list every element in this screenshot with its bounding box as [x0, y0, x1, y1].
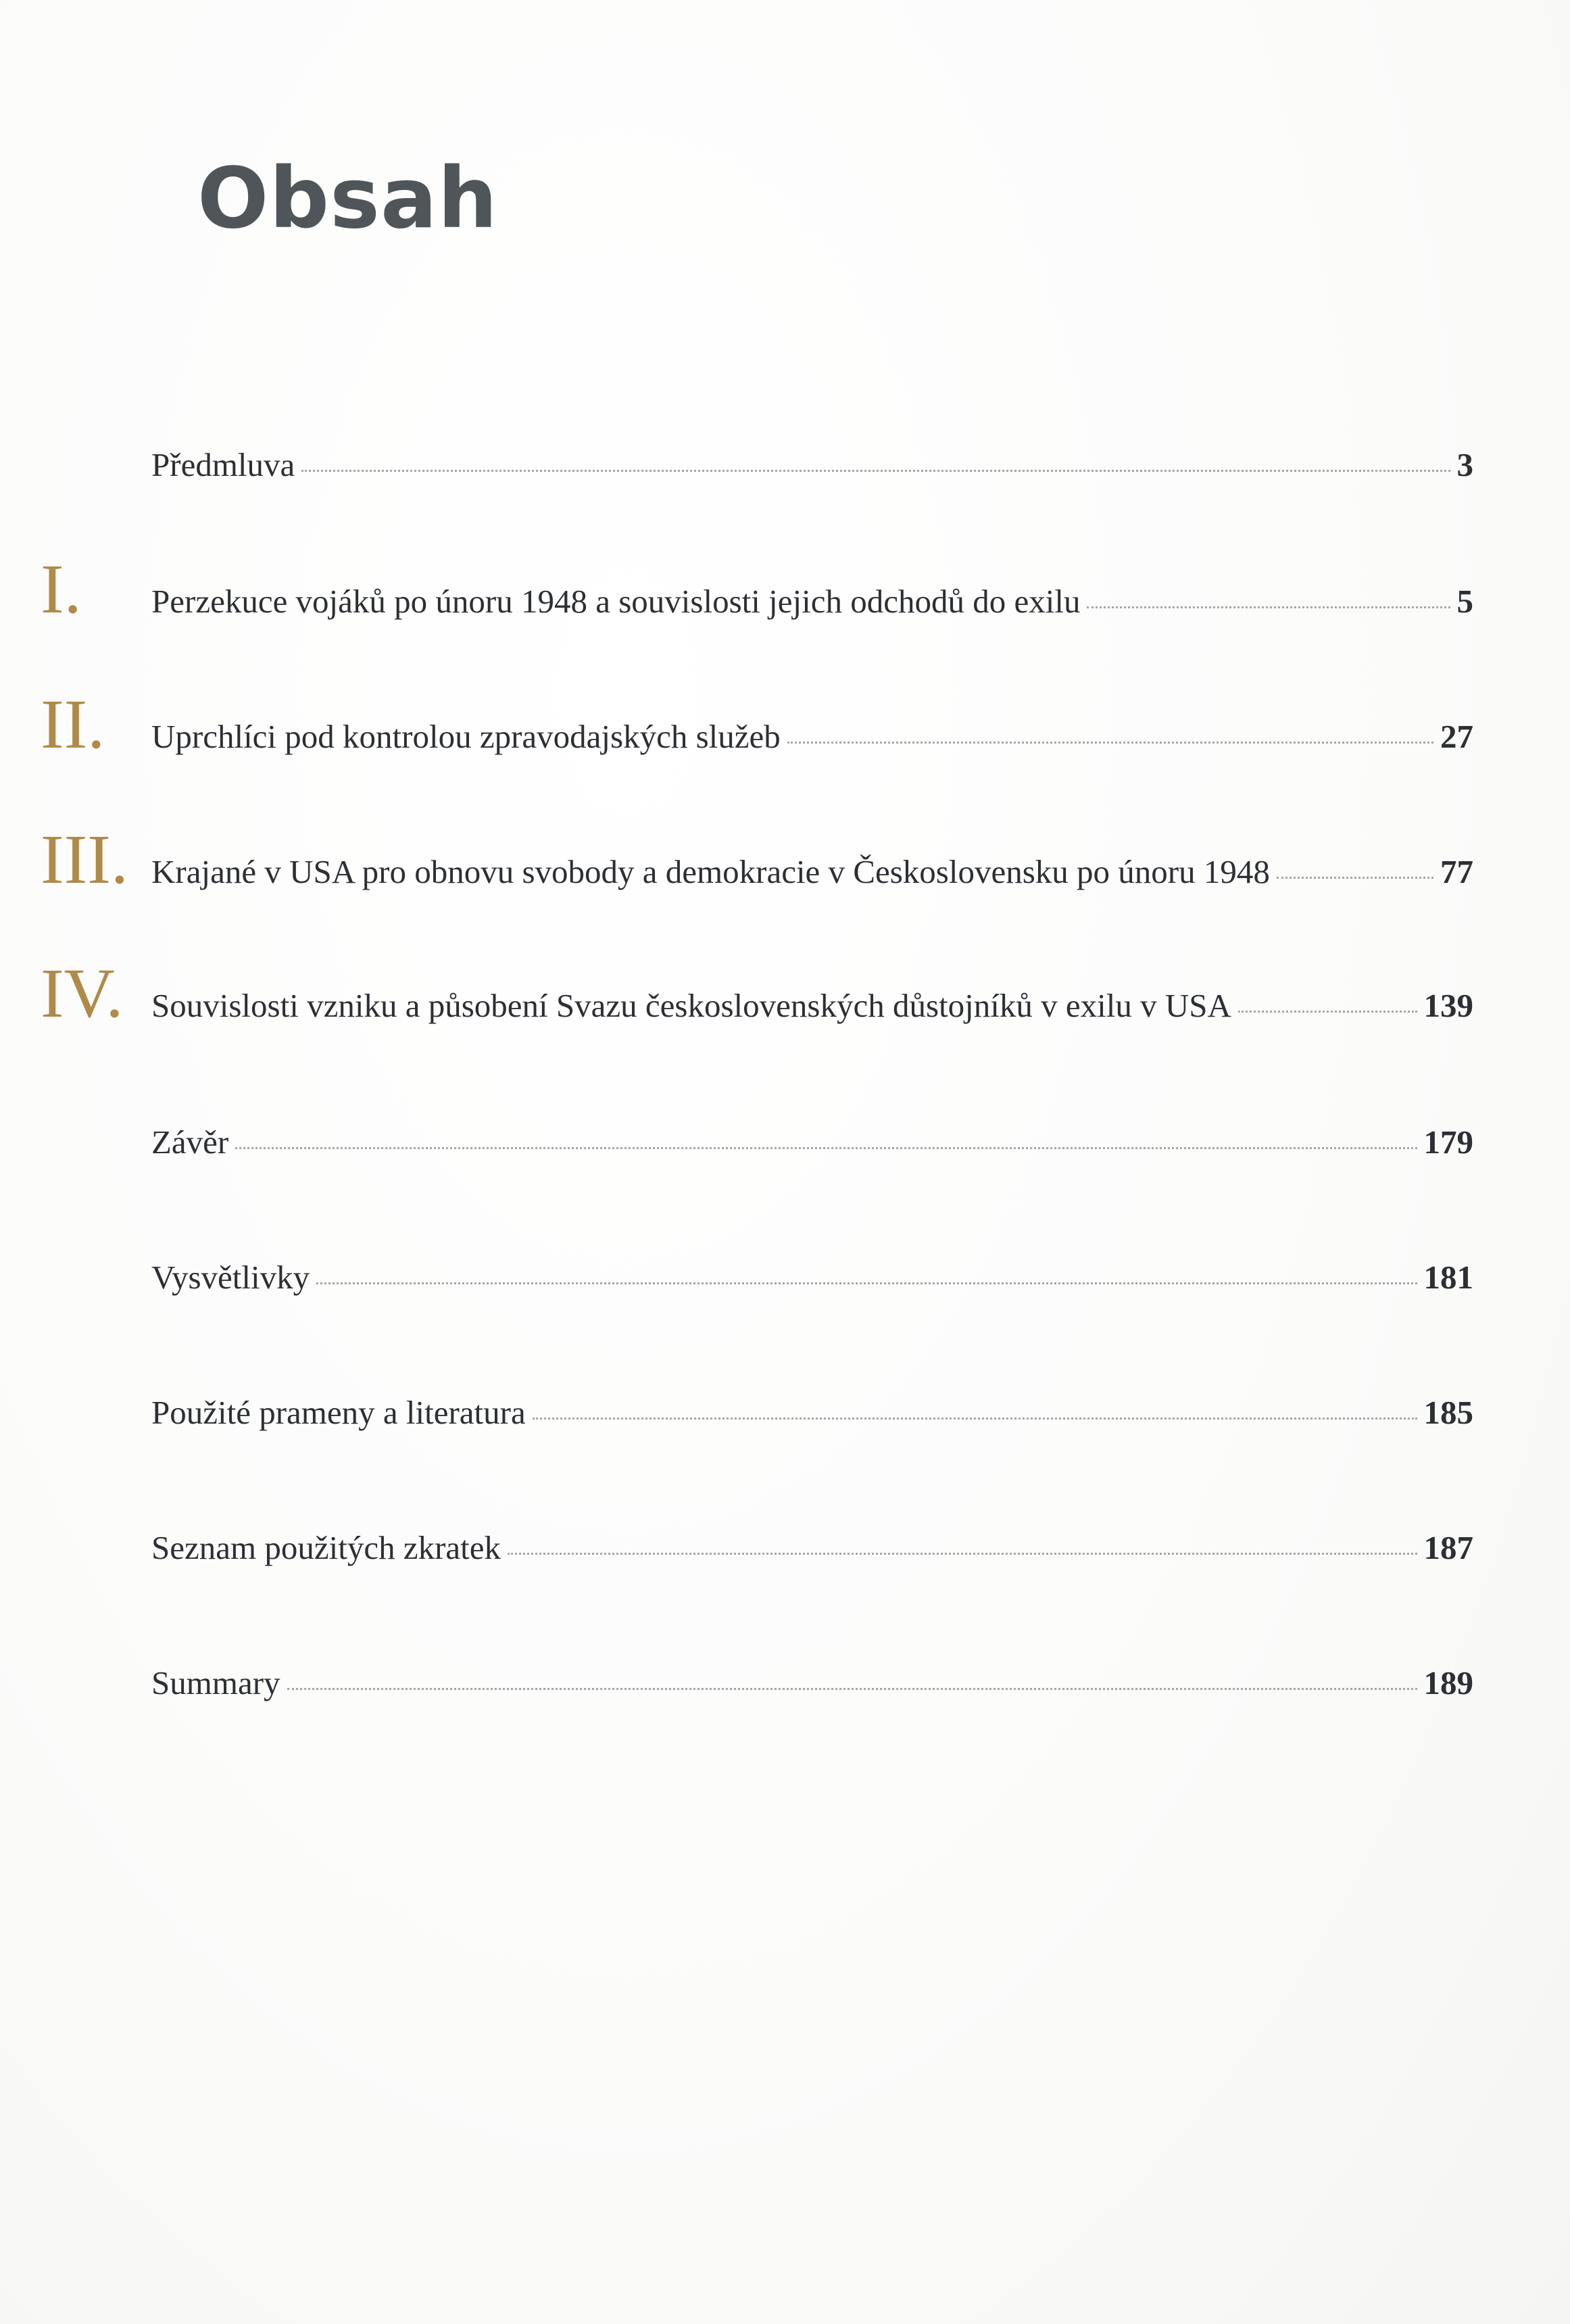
- toc-line: [151, 855, 1473, 888]
- dot-leader: [287, 1688, 1417, 1690]
- toc-entry-prameny[interactable]: [41, 1367, 1473, 1448]
- toc-line: [151, 1531, 1473, 1564]
- toc-entry-summary[interactable]: [41, 1637, 1473, 1718]
- toc-entry-zkratky[interactable]: [41, 1502, 1473, 1583]
- dot-leader: [1087, 606, 1450, 608]
- toc-entry-label: Souvislosti vzniku a působení Svazu československých důstojníků v exilu v USA: [151, 987, 1231, 1024]
- dot-leader: [1277, 877, 1433, 879]
- dot-leader: [316, 1282, 1417, 1284]
- toc-entry-label: Uprchlíci pod kontrolou zpravodajských služeb: [151, 718, 781, 755]
- toc-entry-label: Vysvětlivky: [151, 1259, 310, 1296]
- chapter-numeral: II.: [41, 685, 105, 763]
- page-title: Obsah: [197, 150, 498, 247]
- toc-entry-chapter-1[interactable]: [41, 550, 1473, 637]
- toc-entry-predmluva[interactable]: [41, 419, 1473, 500]
- toc-entry-label: Krajané v USA pro obnovu svobody a demokracie v Československu po únoru 1948: [151, 853, 1270, 890]
- dot-leader: [787, 742, 1433, 744]
- toc-line: [151, 1666, 1473, 1699]
- toc-page-number: 181: [1423, 1259, 1473, 1296]
- toc-entry-chapter-2[interactable]: [41, 685, 1473, 772]
- toc-page-number: 3: [1456, 446, 1473, 483]
- toc-line: [151, 1396, 1473, 1429]
- toc-page-number: 5: [1456, 583, 1473, 620]
- toc-line: [151, 585, 1473, 618]
- toc-entry-label: Perzekuce vojáků po únoru 1948 a souvislosti jejich odchodů do exilu: [151, 583, 1081, 620]
- toc-entry-vysvetlivky[interactable]: [41, 1232, 1473, 1313]
- toc-entry-chapter-3[interactable]: [41, 821, 1473, 907]
- toc-page-number: 185: [1423, 1394, 1473, 1431]
- toc-entry-label: Závěr: [151, 1123, 229, 1161]
- toc-page-number: 179: [1423, 1123, 1473, 1161]
- toc-line: [151, 989, 1473, 1022]
- toc-entry-zaver[interactable]: [41, 1096, 1473, 1178]
- toc-page-number: 139: [1423, 987, 1473, 1024]
- toc-page-number: 189: [1423, 1664, 1473, 1701]
- chapter-numeral: III.: [41, 821, 128, 898]
- toc-page-number: 187: [1423, 1529, 1473, 1566]
- toc-line: [151, 1125, 1473, 1159]
- chapter-numeral: I.: [41, 550, 82, 628]
- dot-leader: [533, 1418, 1417, 1420]
- toc-line: [151, 1261, 1473, 1294]
- toc-page-number: 77: [1440, 853, 1473, 890]
- dot-leader: [301, 470, 1450, 472]
- toc-page-number: 27: [1440, 718, 1473, 755]
- toc-line: [151, 720, 1473, 753]
- toc-line: [151, 448, 1473, 481]
- toc-entry-label: Summary: [151, 1664, 280, 1701]
- dot-leader: [1238, 1011, 1417, 1013]
- chapter-numeral: IV.: [41, 954, 124, 1032]
- toc-entry-label: Použité prameny a literatura: [151, 1394, 526, 1431]
- toc-entry-label: Seznam použitých zkratek: [151, 1529, 501, 1566]
- dot-leader: [508, 1553, 1417, 1555]
- toc-entry-chapter-4[interactable]: [41, 954, 1473, 1041]
- dot-leader: [235, 1147, 1417, 1149]
- toc-entry-label: Předmluva: [151, 446, 295, 483]
